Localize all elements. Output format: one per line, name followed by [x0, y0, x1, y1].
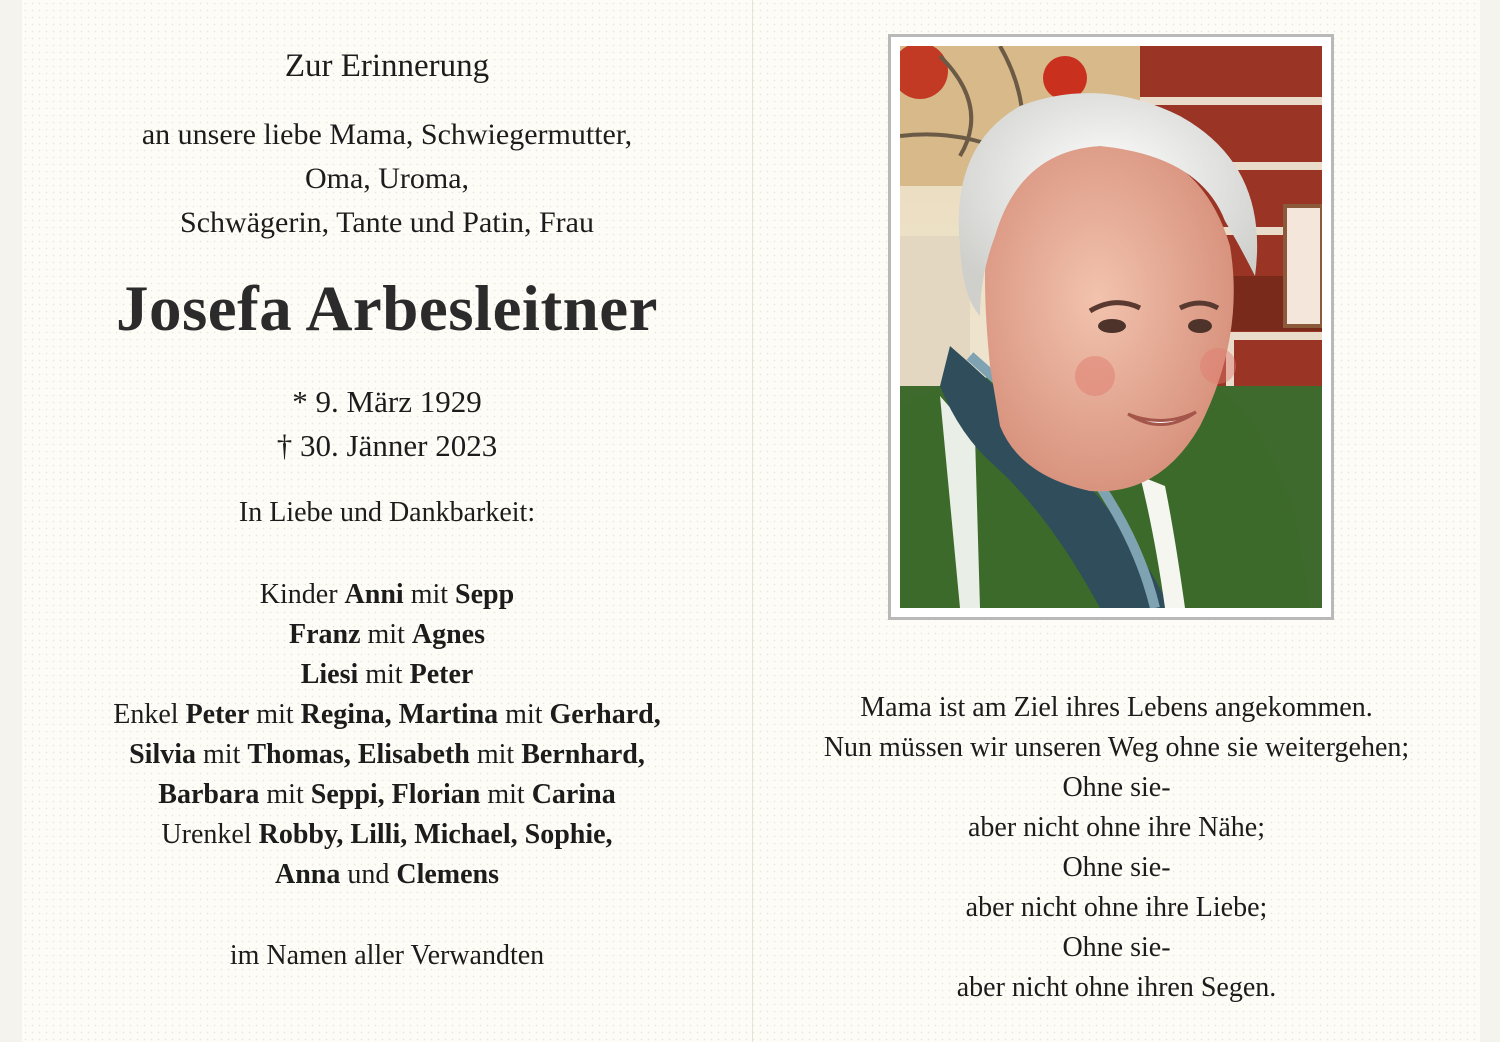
poem-line: aber nicht ohne ihren Segen. [956, 972, 1277, 1003]
poem-line: Nun müssen wir unseren Weg ohne sie weitergehen; [823, 732, 1410, 763]
family-member-name: Anna [274, 859, 341, 890]
death-date: † 30. Jänner 2023 [276, 428, 498, 463]
family-connector: mit [480, 779, 532, 810]
family-connector: mit [498, 699, 550, 730]
family-member-name: Thomas, Elisabeth [247, 739, 470, 770]
family-member-name: Agnes [411, 619, 485, 650]
family-member-name: Peter [409, 659, 474, 690]
family-connector: mit [196, 739, 248, 770]
intro-line: an unsere liebe Mama, Schwiegermutter, [141, 118, 633, 151]
family-connector: mit [259, 779, 311, 810]
family-member-name: Seppi, Florian [310, 779, 481, 810]
family-connector: und [340, 859, 397, 890]
family-member-name: Franz [289, 619, 361, 650]
closing-line: im Namen aller Verwandten [229, 940, 545, 971]
family-line [22, 695, 752, 735]
heading: Zur Erinnerung [284, 48, 490, 84]
family-member-name: Silvia [129, 739, 197, 770]
family-member-name: Anni [344, 579, 404, 610]
family-connector: mit [358, 659, 410, 690]
left-page [22, 0, 752, 1042]
family-line [22, 735, 752, 775]
family-line [22, 655, 752, 695]
right-page [753, 0, 1480, 1042]
poem-line: Ohne sie- [1062, 932, 1171, 963]
poem-line: aber nicht ohne ihre Nähe; [968, 812, 1265, 843]
poem [753, 688, 1480, 1008]
portrait-photo [900, 46, 1322, 608]
family-connector: mit [469, 739, 522, 770]
poem-line: Ohne sie- [1062, 852, 1171, 883]
intro-line: Schwägerin, Tante und Patin, Frau [180, 206, 594, 239]
family-connector: Enkel [113, 699, 186, 730]
intro-text [22, 113, 752, 245]
family-connector: mit [249, 699, 301, 730]
deceased-name: Josefa Arbesleitner [115, 273, 658, 345]
poem-line: aber nicht ohne ihre Liebe; [965, 892, 1268, 923]
family-connector: mit [360, 619, 412, 650]
family-list [22, 575, 752, 895]
family-member-name: Sepp [455, 579, 515, 610]
poem-line: Ohne sie- [1062, 772, 1171, 803]
family-line [22, 775, 752, 815]
family-line [22, 815, 752, 855]
family-member-name: Liesi [300, 659, 359, 690]
poem-line: Mama ist am Ziel ihres Lebens angekommen. [860, 692, 1373, 723]
thanks-line: In Liebe und Dankbarkeit: [238, 497, 536, 528]
photo-frame [888, 34, 1334, 620]
intro-line: Oma, Uroma, [304, 162, 470, 195]
portrait-illustration [900, 46, 1322, 608]
family-member-name: Clemens [396, 859, 500, 890]
birth-date: * 9. März 1929 [292, 384, 482, 419]
life-dates [22, 380, 752, 468]
family-member-name: Gerhard, [549, 699, 661, 730]
family-member-name: Bernhard, [521, 739, 645, 770]
family-connector: Urenkel [161, 819, 259, 850]
family-connector: mit [403, 579, 456, 610]
family-line [22, 575, 752, 615]
family-member-name: Barbara [158, 779, 260, 810]
family-line [22, 615, 752, 655]
family-member-name: Carina [531, 779, 616, 810]
family-line [22, 855, 752, 895]
family-member-name: Peter [185, 699, 250, 730]
family-connector: Kinder [259, 579, 345, 610]
family-member-name: Robby, Lilli, Michael, Sophie, [258, 819, 613, 850]
family-member-name: Regina, Martina [300, 699, 499, 730]
